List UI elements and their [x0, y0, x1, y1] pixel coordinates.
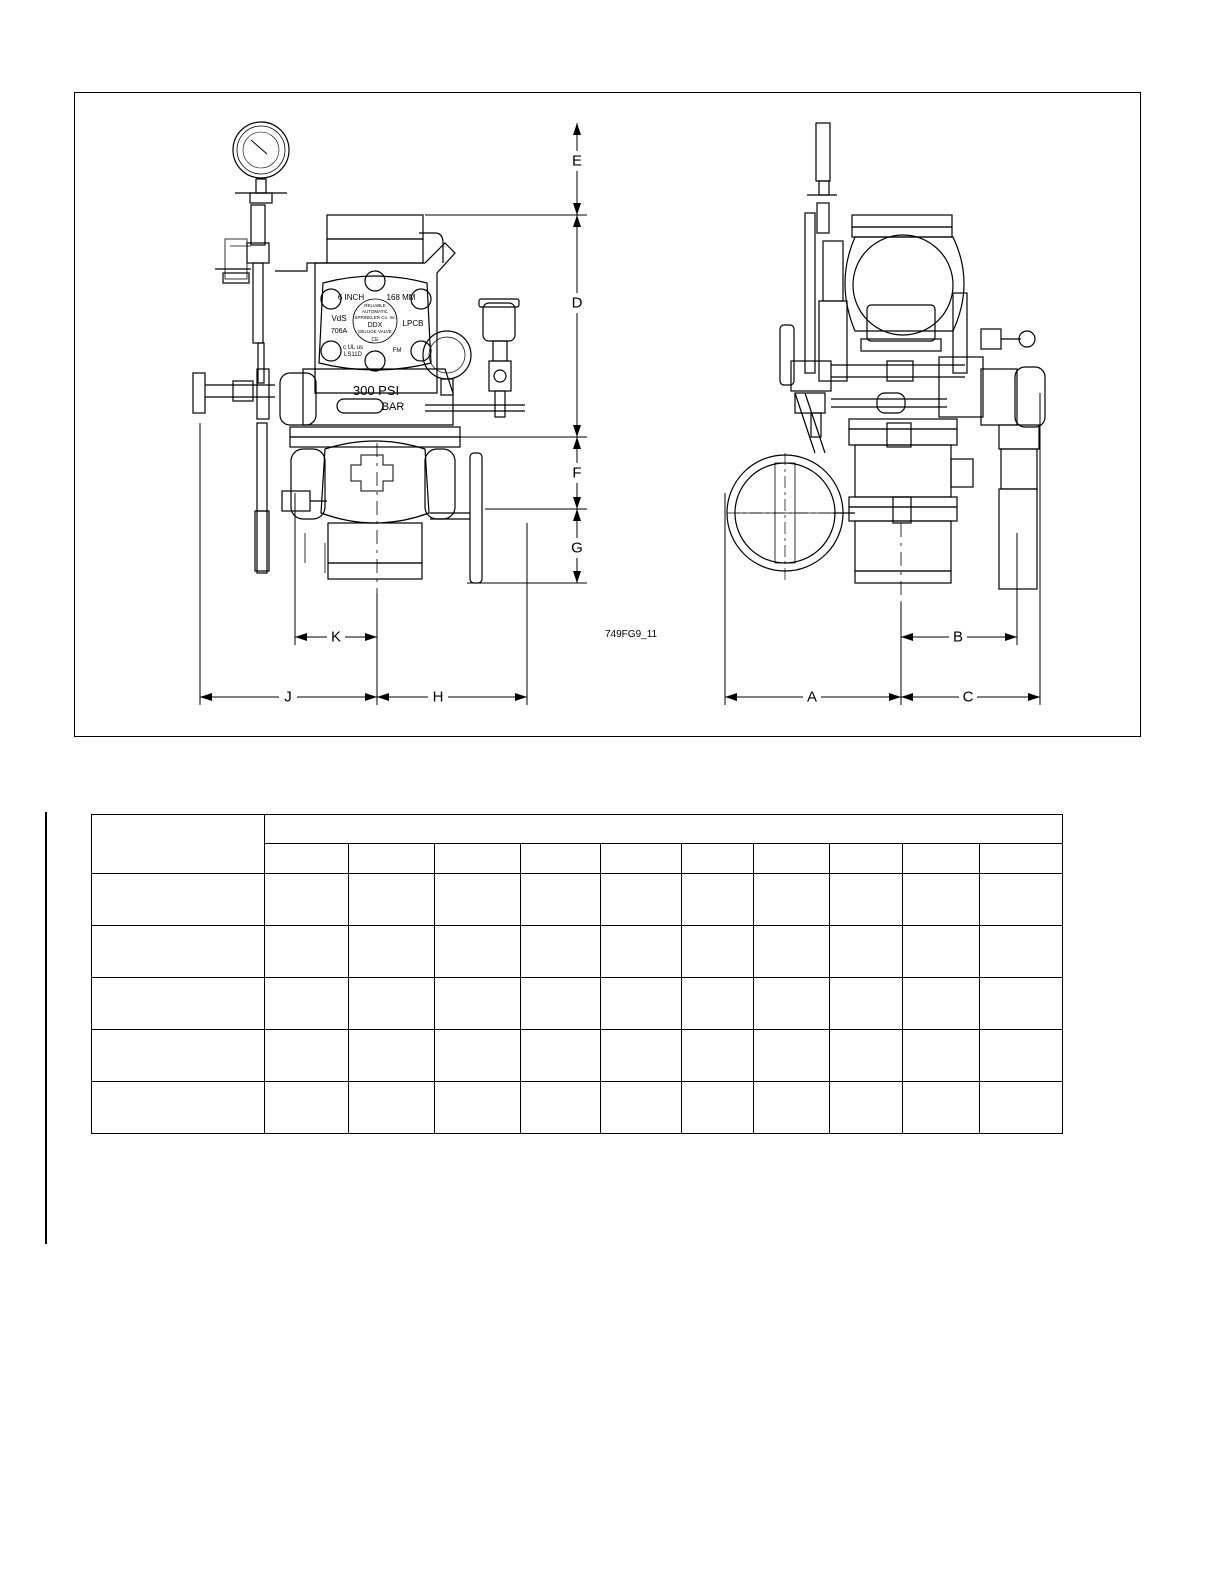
table-cell	[980, 926, 1063, 978]
table-cell	[92, 874, 265, 926]
table-cell	[265, 926, 349, 978]
table-cell	[349, 978, 435, 1030]
nameplate-vds: VdS	[331, 314, 347, 323]
table-cell	[830, 1082, 903, 1134]
table-cell	[349, 844, 435, 874]
dim-label-a: A	[806, 688, 818, 706]
table-cell	[682, 874, 754, 926]
table-row	[92, 874, 1141, 926]
table-cell	[265, 978, 349, 1030]
revision-change-bar	[45, 812, 47, 1244]
arrowheads	[200, 123, 1040, 701]
table-cell	[682, 1030, 754, 1082]
table-cell	[682, 1082, 754, 1134]
table-cell	[903, 844, 980, 874]
drawing-id: 749FG9_11	[605, 629, 658, 640]
table-cell	[435, 1030, 521, 1082]
dim-label-e: E	[571, 152, 583, 170]
dimension-lines	[200, 123, 1040, 705]
table-cell	[349, 1082, 435, 1134]
table-cell	[980, 1082, 1063, 1134]
table-cell	[435, 926, 521, 978]
table-cell	[435, 874, 521, 926]
dim-label-d: D	[571, 294, 583, 312]
dim-label-j: J	[284, 688, 292, 706]
nameplate-ul: c UL us	[342, 345, 364, 351]
table-cell	[349, 926, 435, 978]
table-cell	[754, 926, 830, 978]
table-cell	[980, 978, 1063, 1030]
table-cell	[903, 1030, 980, 1082]
table-cell	[903, 926, 980, 978]
table-cell	[601, 874, 682, 926]
table-header-row	[92, 815, 1141, 844]
table-cell	[435, 978, 521, 1030]
table-row	[92, 926, 1141, 978]
table-cell	[435, 844, 521, 874]
valve-dimension-drawing	[75, 93, 1142, 738]
table-cell	[92, 1030, 265, 1082]
dim-label-b: B	[952, 628, 964, 646]
nameplate-vds-number: 706A	[330, 328, 348, 335]
table-cell	[830, 926, 903, 978]
figure-frame	[74, 92, 1141, 737]
nameplate-model-desc: DELUGE VALVE	[358, 329, 392, 334]
casting-pressure: 300 PSI	[352, 383, 400, 398]
table-cell	[980, 844, 1063, 874]
nameplate-ul-number: LS11D	[344, 352, 362, 358]
table-cell	[754, 1082, 830, 1134]
table-cell	[265, 874, 349, 926]
table-header-corner	[92, 815, 265, 874]
table-cell	[521, 1082, 601, 1134]
nameplate-ce: CE	[371, 337, 379, 343]
nameplate-model: DDX	[367, 322, 383, 329]
table-cell	[92, 1082, 265, 1134]
table-cell	[521, 874, 601, 926]
dim-label-h: H	[432, 688, 444, 706]
table-header-span	[265, 815, 1063, 844]
table-cell	[521, 978, 601, 1030]
dim-label-c: C	[962, 688, 974, 706]
table-cell	[903, 874, 980, 926]
nameplate-maker-2: AUTOMATIC	[361, 309, 389, 314]
table-cell	[980, 1030, 1063, 1082]
table-cell	[601, 926, 682, 978]
dim-label-g: G	[571, 539, 583, 557]
table-row	[92, 1082, 1141, 1134]
table-cell	[521, 1030, 601, 1082]
table-cell	[830, 978, 903, 1030]
table-cell	[980, 874, 1063, 926]
table-cell	[682, 844, 754, 874]
table-cell	[601, 1082, 682, 1134]
dim-label-k: K	[330, 628, 342, 646]
table-cell	[92, 926, 265, 978]
table-cell	[903, 978, 980, 1030]
side-view	[727, 123, 1045, 603]
table-cell	[435, 1082, 521, 1134]
table-cell	[754, 978, 830, 1030]
dim-label-f: F	[572, 464, 582, 482]
nameplate-maker-3: SPRINKLER Co. Inc	[354, 315, 396, 320]
table-cell	[265, 1030, 349, 1082]
table-cell	[903, 1082, 980, 1134]
table-cell	[601, 844, 682, 874]
nameplate-fm: FM	[392, 348, 402, 354]
table-cell	[830, 1030, 903, 1082]
table-cell	[830, 844, 903, 874]
table-cell	[754, 874, 830, 926]
table-cell	[349, 874, 435, 926]
table-cell	[265, 844, 349, 874]
nameplate-maker: RELIABLE	[364, 303, 386, 308]
table-cell	[521, 844, 601, 874]
dimensions-table	[91, 814, 1141, 1134]
nameplate-size-inch: 6 INCH	[337, 293, 365, 302]
nameplate-lpcb: LPCB	[402, 319, 424, 328]
table-cell	[754, 1030, 830, 1082]
table-cell	[682, 978, 754, 1030]
table-cell	[521, 926, 601, 978]
table-cell	[830, 874, 903, 926]
table-cell	[682, 926, 754, 978]
table-cell	[754, 844, 830, 874]
table-cell	[265, 1082, 349, 1134]
table-cell	[601, 1030, 682, 1082]
casting-bar: BAR	[381, 401, 405, 413]
table-cell	[349, 1030, 435, 1082]
table-row	[92, 1030, 1141, 1082]
nameplate-size-mm: 168 MM	[386, 293, 416, 302]
table-cell	[92, 978, 265, 1030]
table-row	[92, 978, 1141, 1030]
table-cell	[601, 978, 682, 1030]
